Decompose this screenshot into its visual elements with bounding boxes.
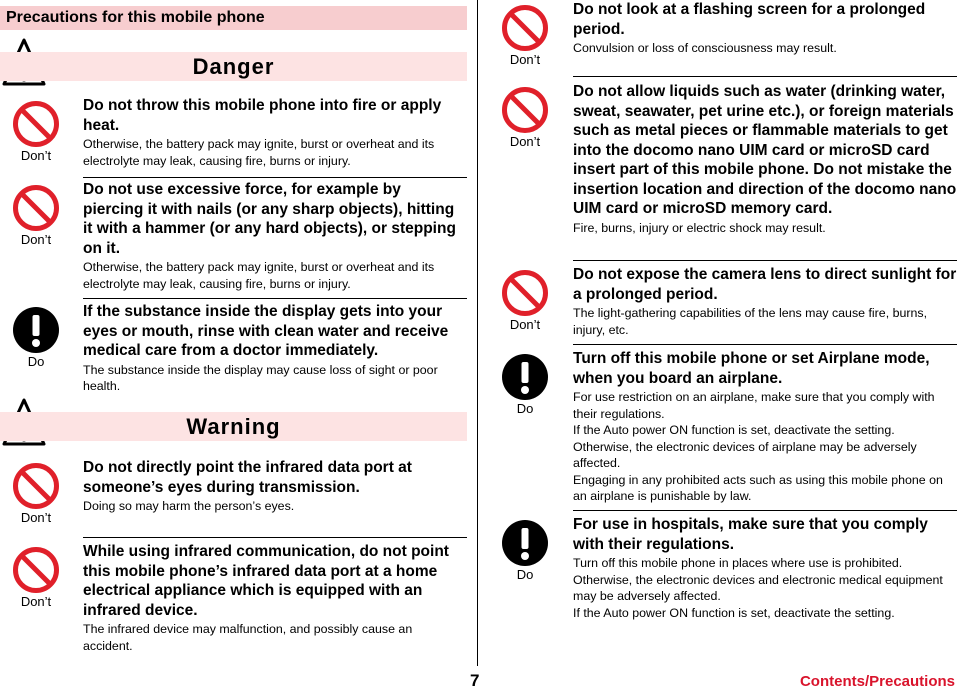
precaution-body: Convulsion or loss of consciousness may result. (573, 41, 837, 55)
precaution-body: Otherwise, the battery pack may ignite, burst or overheat and its electrolyte may leak, causing fire, burns or injury. (83, 137, 435, 168)
precaution-item (489, 82, 957, 257)
prohibition-marker (499, 269, 551, 333)
precaution-body: Otherwise, the electronic devices and electronic medical equipment may be adversely affected. (573, 572, 943, 603)
dont-label: Don’t (509, 134, 541, 149)
precaution-body: If the Auto power ON function is set, deactivate the setting. (573, 605, 895, 620)
precaution-heading: Do not throw this mobile phone into fire or apply heat. (83, 97, 442, 134)
dont-label: Don’t (509, 317, 541, 332)
mandatory-action-icon (501, 353, 549, 401)
prohibition-icon (12, 100, 60, 148)
precaution-heading: While using infrared communication, do not point this mobile phone’s infrared data port at a home electrical appliance which is equipped with an infrared device. (83, 543, 449, 619)
instruction-marker (499, 519, 551, 583)
precaution-body: If the Auto power ON function is set, deactivate the setting. (573, 423, 895, 437)
column-divider (477, 0, 478, 666)
precaution-item (0, 96, 467, 174)
divider (573, 260, 957, 261)
prohibition-icon (501, 86, 549, 134)
precaution-item (0, 542, 467, 660)
precaution-body: The substance inside the display may cause loss of sight or poor health. (83, 362, 438, 393)
precaution-heading: If the substance inside the display gets into your eyes or mouth, rinse with clean water and receive medical care from a doctor immediately. (83, 303, 449, 359)
precaution-body: For use restriction on an airplane, make sure that you comply with their regulations. (573, 390, 935, 421)
divider (573, 76, 957, 77)
do-label: Do (516, 567, 534, 582)
prohibition-icon (12, 462, 60, 510)
divider (83, 537, 467, 538)
contents-precautions-link[interactable]: Contents/Precautions (799, 673, 955, 690)
precaution-heading: Do not expose the camera lens to direct sunlight for a prolonged period. (573, 266, 957, 303)
precaution-item (0, 302, 467, 396)
prohibition-marker (10, 184, 62, 248)
precaution-body: Turn off this mobile phone in places where use is prohibited. (573, 556, 903, 570)
prohibition-marker (10, 462, 62, 526)
precaution-item (0, 180, 467, 298)
precaution-item (0, 458, 467, 534)
mandatory-action-icon (12, 306, 60, 354)
precaution-heading: Do not allow liquids such as water (drinking water, sweat, seawater, pet urine etc.), or foreign materials such as metal pieces or flammable materials to get into the docomo nano UIM card or microSD card insert part of this mobile phone. Do not mistake the insertion location and direction of the docomo nano UIM card or microSD memory card. (573, 83, 957, 217)
prohibition-icon (12, 184, 60, 232)
precaution-heading: Turn off this mobile phone or set Airplane mode, when you board an airplane. (573, 350, 930, 387)
precaution-body: Fire, burns, injury or electric shock may result. (573, 220, 826, 235)
mandatory-action-icon (501, 519, 549, 567)
precaution-body: The light-gathering capabilities of the lens may cause fire, burns, injury, etc. (573, 306, 928, 337)
precaution-body: Engaging in any prohibited acts such as using this mobile phone on an airplane is punishable by law. (573, 472, 943, 503)
precaution-heading: Do not look at a flashing screen for a prolonged period. (573, 1, 926, 38)
do-label: Do (516, 401, 534, 416)
precaution-body: Doing so may harm the person’s eyes. (83, 499, 295, 513)
precaution-body: Otherwise, the electronic devices of airplane may be adversely affected. (573, 439, 917, 470)
dont-label: Don’t (20, 232, 52, 247)
divider (83, 298, 467, 299)
prohibition-marker (499, 86, 551, 150)
divider (573, 344, 957, 345)
danger-heading: Danger (0, 52, 467, 81)
precaution-item (489, 0, 957, 74)
dont-label: Don’t (20, 594, 52, 609)
dont-label: Don’t (509, 52, 541, 67)
precaution-item (489, 515, 957, 625)
section-title: Precautions for this mobile phone (0, 6, 467, 30)
prohibition-marker (499, 4, 551, 68)
precaution-heading: For use in hospitals, make sure that you comply with their regulations. (573, 516, 928, 553)
dont-label: Don’t (20, 148, 52, 163)
prohibition-icon (12, 546, 60, 594)
prohibition-marker (10, 546, 62, 610)
divider (573, 510, 957, 511)
precaution-heading: Do not use excessive force, for example by piercing it with nails (or any sharp objects), hitting it with a hammer (or any hard objects), or stepping on it. (83, 181, 456, 257)
precaution-body: The infrared device may malfunction, and possibly cause an accident. (83, 622, 413, 653)
instruction-marker (499, 353, 551, 417)
divider (83, 177, 467, 178)
precaution-item (489, 349, 957, 507)
precaution-item (489, 265, 957, 340)
precaution-body: Otherwise, the battery pack may ignite, burst or overheat and its electrolyte may leak, causing fire, burns or injury. (83, 260, 435, 291)
instruction-marker (10, 306, 62, 370)
dont-label: Don’t (20, 510, 52, 525)
warning-heading: Warning (0, 412, 467, 441)
prohibition-icon (501, 4, 549, 52)
precaution-heading: Do not directly point the infrared data port at someone’s eyes during transmission. (83, 459, 412, 496)
prohibition-icon (501, 269, 549, 317)
prohibition-marker (10, 100, 62, 164)
page-number: 7 (470, 671, 480, 690)
do-label: Do (27, 354, 45, 369)
